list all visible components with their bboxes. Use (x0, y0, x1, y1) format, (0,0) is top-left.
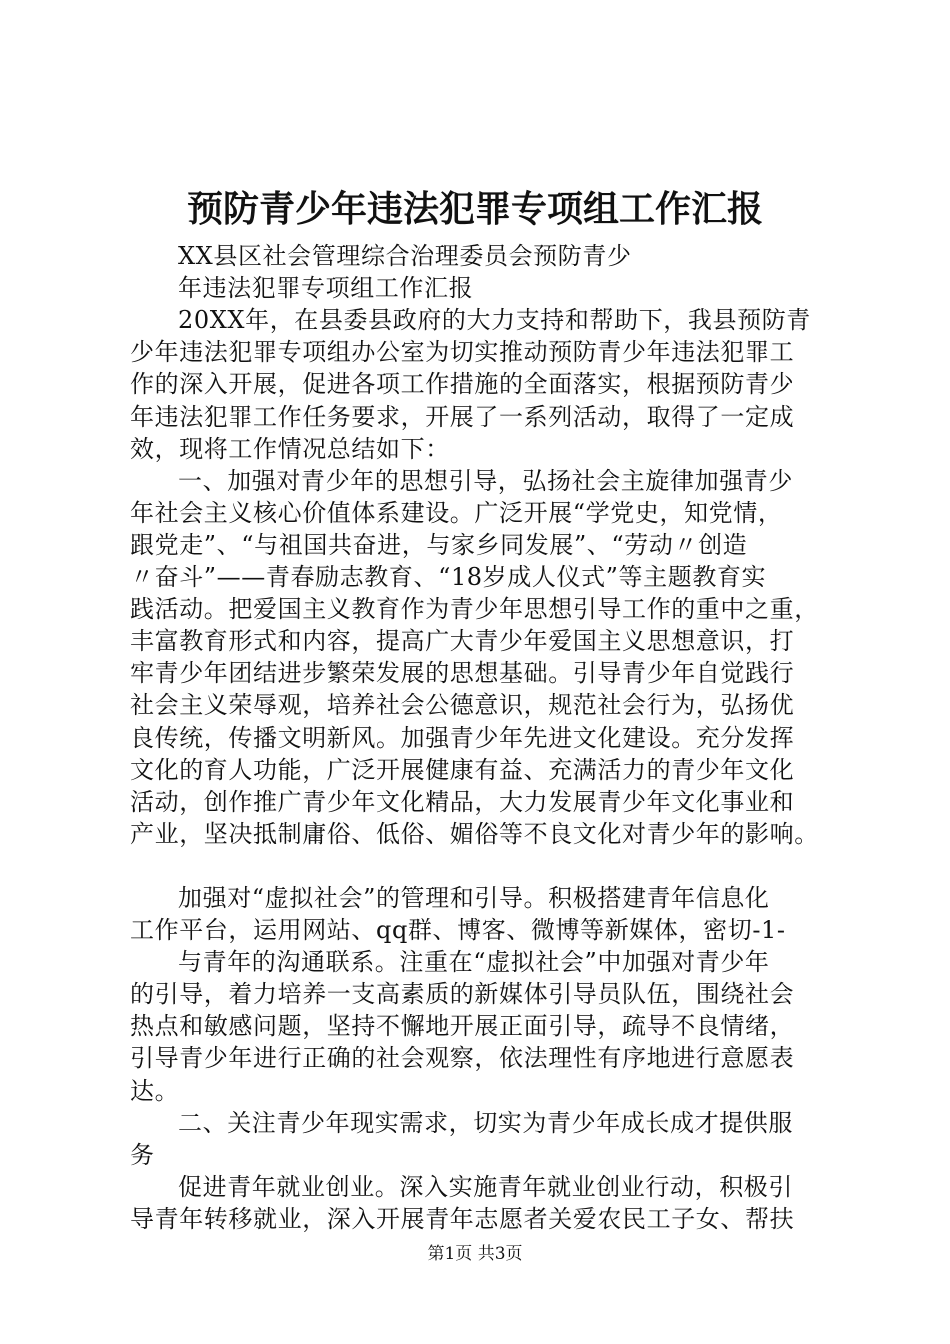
body-line: 年社会主义核心价值体系建设。广泛开展“学党史，知党情， (130, 498, 783, 527)
body-line (130, 850, 830, 882)
body-line: 效，现将工作情况总结如下： (130, 434, 450, 463)
body-line: 引导青少年进行正确的社会观察，依法理性有序地进行意愿表 (130, 1044, 795, 1073)
body-line: 牢青少年团结进步繁荣发展的思想基础。引导青少年自觉践行 (130, 659, 795, 688)
body-line: 导青年转移就业，深入开展青年志愿者关爱农民工子女、帮扶 (130, 1204, 795, 1233)
document-title: 预防青少年违法犯罪专项组工作汇报 (186, 188, 763, 230)
body-line: XX县区社会管理综合治理委员会预防青少 (178, 242, 632, 271)
body-line: 良传统，传播文明新风。加强青少年先进文化建设。充分发挥 (130, 723, 795, 752)
body-line: 加强对“虚拟社会”的管理和引导。积极搭建青年信息化 (178, 883, 770, 912)
body-line: 丰富教育形式和内容，提高广大青少年爱国主义思想意识，打 (130, 627, 795, 656)
body-line: 社会主义荣辱观，培养社会公德意识，规范社会行为，弘扬优 (130, 691, 795, 720)
body-line: 跟党走”、“与祖国共奋进，与家乡同发展”、“劳动〃创造 (130, 530, 748, 559)
body-line: 作的深入开展，促进各项工作措施的全面落实，根据预防青少 (130, 370, 795, 399)
page-footer: 第1页 共3页 (427, 1244, 523, 1264)
body-line: 文化的育人功能，广泛开展健康有益、充满活力的青少年文化 (130, 755, 795, 784)
body-line: 活动，创作推广青少年文化精品，大力发展青少年文化事业和 (130, 787, 795, 816)
body-line: 少年违法犯罪专项组办公室为切实推动预防青少年违法犯罪工 (130, 338, 795, 367)
body-line: 与青年的沟通联系。注重在“虚拟社会”中加强对青少年 (178, 948, 770, 977)
body-line: 二、关注青少年现实需求，切实为青少年成长成才提供服 (178, 1108, 793, 1137)
document-body (130, 208, 830, 1235)
body-line: 的引导，着力培养一支高素质的新媒体引导员队伍，围绕社会 (130, 980, 795, 1009)
body-line: 年违法犯罪专项组工作汇报 (178, 274, 474, 303)
body-line: 一、加强对青少年的思想引导，弘扬社会主旋律加强青少 (178, 466, 793, 495)
body-line: 产业，坚决抵制庸俗、低俗、媚俗等不良文化对青少年的影响。 (130, 819, 819, 848)
body-line: 践活动。把爱国主义教育作为青少年思想引导工作的重中之重， (130, 595, 819, 624)
body-line: 工作平台，运用网站、qq群、博客、微博等新媒体，密切-1- (130, 916, 786, 945)
body-line: 达。 (130, 1076, 180, 1105)
body-line: 促进青年就业创业。深入实施青年就业创业行动，积极引 (178, 1172, 793, 1201)
body-line: 务 (130, 1140, 155, 1169)
body-line: 〃奋斗”——青春励志教育、“18岁成人仪式”等主题教育实 (130, 563, 767, 592)
body-line: 热点和敏感问题，坚持不懈地开展正面引导，疏导不良情绪， (130, 1012, 795, 1041)
body-line: 20XX年，在县委县政府的大力支持和帮助下，我县预防青 (178, 306, 811, 335)
body-line (130, 208, 830, 240)
body-line: 年违法犯罪工作任务要求，开展了一系列活动，取得了一定成 (130, 402, 795, 431)
